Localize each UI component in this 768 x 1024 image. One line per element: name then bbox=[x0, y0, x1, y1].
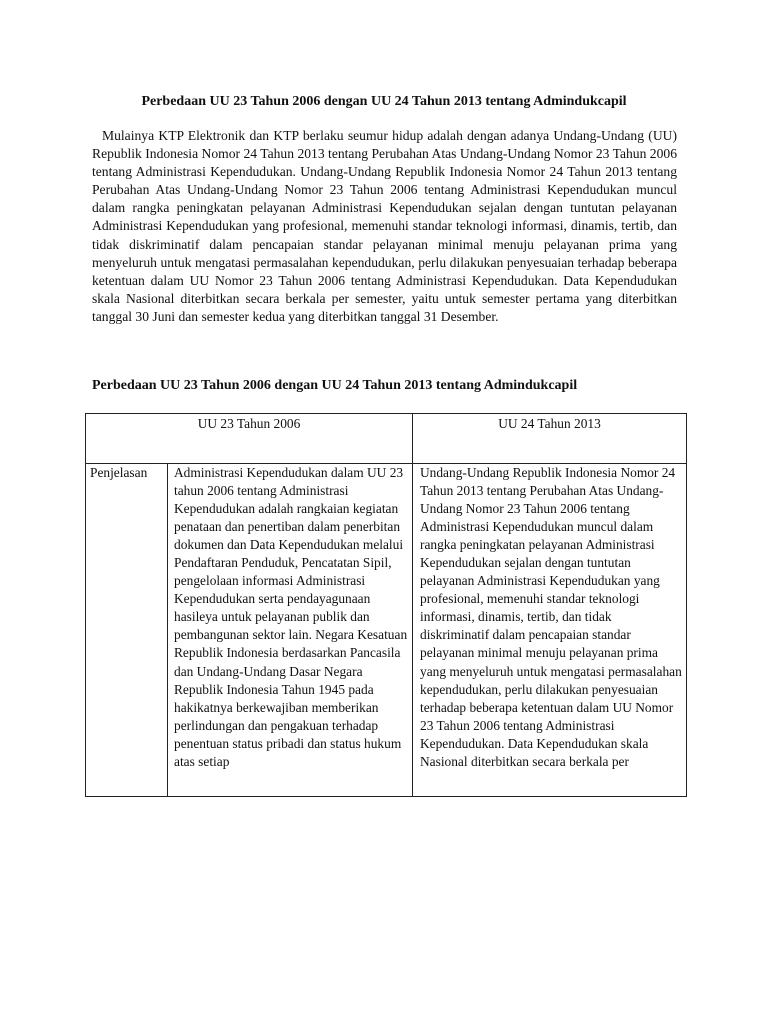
header-uu-23-2006: UU 23 Tahun 2006 bbox=[86, 414, 413, 464]
cell-uu-24-2013 bbox=[413, 464, 687, 797]
cell-uu-23-2006-text: Administrasi Kependudukan dalam UU 23 tahun 2006 tentang Administrasi Kependudukan adalah rangkaian kegiatan penataan dan penertiban dalam penerbitan dokumen dan Data Kependudukan melalui Pendaftaran Penduduk, Pencatatan Sipil, pengelolaan informasi Administrasi Kependudukan serta pendayagunaan hasileya untuk pelayanan publik dan pembangunan sektor lain. Negara Kesatuan Republik Indonesia berdasarkan Pancasila dan Undang-Undang Dasar Negara Republik Indonesia Tahun 1945 pada hakikatnya berkewajiban memberikan perlindungan dan pengakuan terhadap penentuan status pribadi dan status hukum atas setiap bbox=[174, 465, 408, 769]
cell-uu-23-2006 bbox=[168, 464, 413, 797]
document-title: Perbedaan UU 23 Tahun 2006 dengan UU 24 Tahun 2013 tentang Admindukcapil bbox=[141, 94, 627, 109]
section-title: Perbedaan UU 23 Tahun 2006 dengan UU 24 Tahun 2013 tentang Admindukcapil bbox=[92, 378, 578, 393]
header-uu-24-2013: UU 24 Tahun 2013 bbox=[413, 414, 687, 464]
intro-paragraph: Mulainya KTP Elektronik dan KTP berlaku seumur hidup adalah dengan adanya Undang-Undang (UU) Republik Indonesia Nomor 24 Tahun 2013 tentang Perubahan Atas Undang-Undang Nomor 23 Tahun 2006 tentang Administrasi Kependudukan. Undang-Undang Republik Indonesia Nomor 24 Tahun 2013 tentang Perubahan Atas Undang-Undang Nomor 23 Tahun 2006 tentang Administrasi Kependudukan muncul dalam rangka peningkatan pelayanan Administrasi Kependudukan sejalan dengan tuntutan pelayanan Administrasi Kependudukan yang profesional, memenuhi standar teknologi informasi, dinamis, tertib, dan tidak diskriminatif dalam pencapaian standar pelayanan minimal menuju pelayanan prima yang menyeluruh untuk mengatasi permasalahan kependudukan, perlu dilakukan penyesuaian terhadap beberapa ketentuan dalam UU Nomor 23 Tahun 2006 tentang Administrasi Kependudukan. Data Kependudukan skala Nasional diterbitkan secara berkala per semester, yaitu untuk semester pertama yang diterbitkan tanggal 30 Juni dan semester kedua yang diterbitkan tanggal 31 Desember. bbox=[92, 128, 677, 324]
row-label-penjelasan: Penjelasan bbox=[86, 464, 168, 797]
comparison-table bbox=[85, 413, 687, 797]
table-header-row bbox=[86, 414, 687, 464]
cell-uu-24-2013-text: Undang-Undang Republik Indonesia Nomor 24 Tahun 2013 tentang Perubahan Atas Undang-Undang Nomor 23 Tahun 2006 tentang Administrasi Kependudukan muncul dalam rangka peningkatan pelayanan Administrasi Kependudukan sejalan dengan tuntutan pelayanan Administrasi Kependudukan yang profesional, memenuhi standar teknologi informasi, dinamis, tertib, dan tidak diskriminatif dalam pencapaian standar pelayanan minimal menuju pelayanan prima yang menyeluruh untuk mengatasi permasalahan kependudukan, perlu dilakukan penyesuaian terhadap beberapa ketentuan dalam UU Nomor 23 Tahun 2006 tentang Administrasi Kependudukan. Data Kependudukan skala Nasional diterbitkan secara berkala per bbox=[420, 465, 682, 769]
table-row bbox=[86, 464, 687, 797]
